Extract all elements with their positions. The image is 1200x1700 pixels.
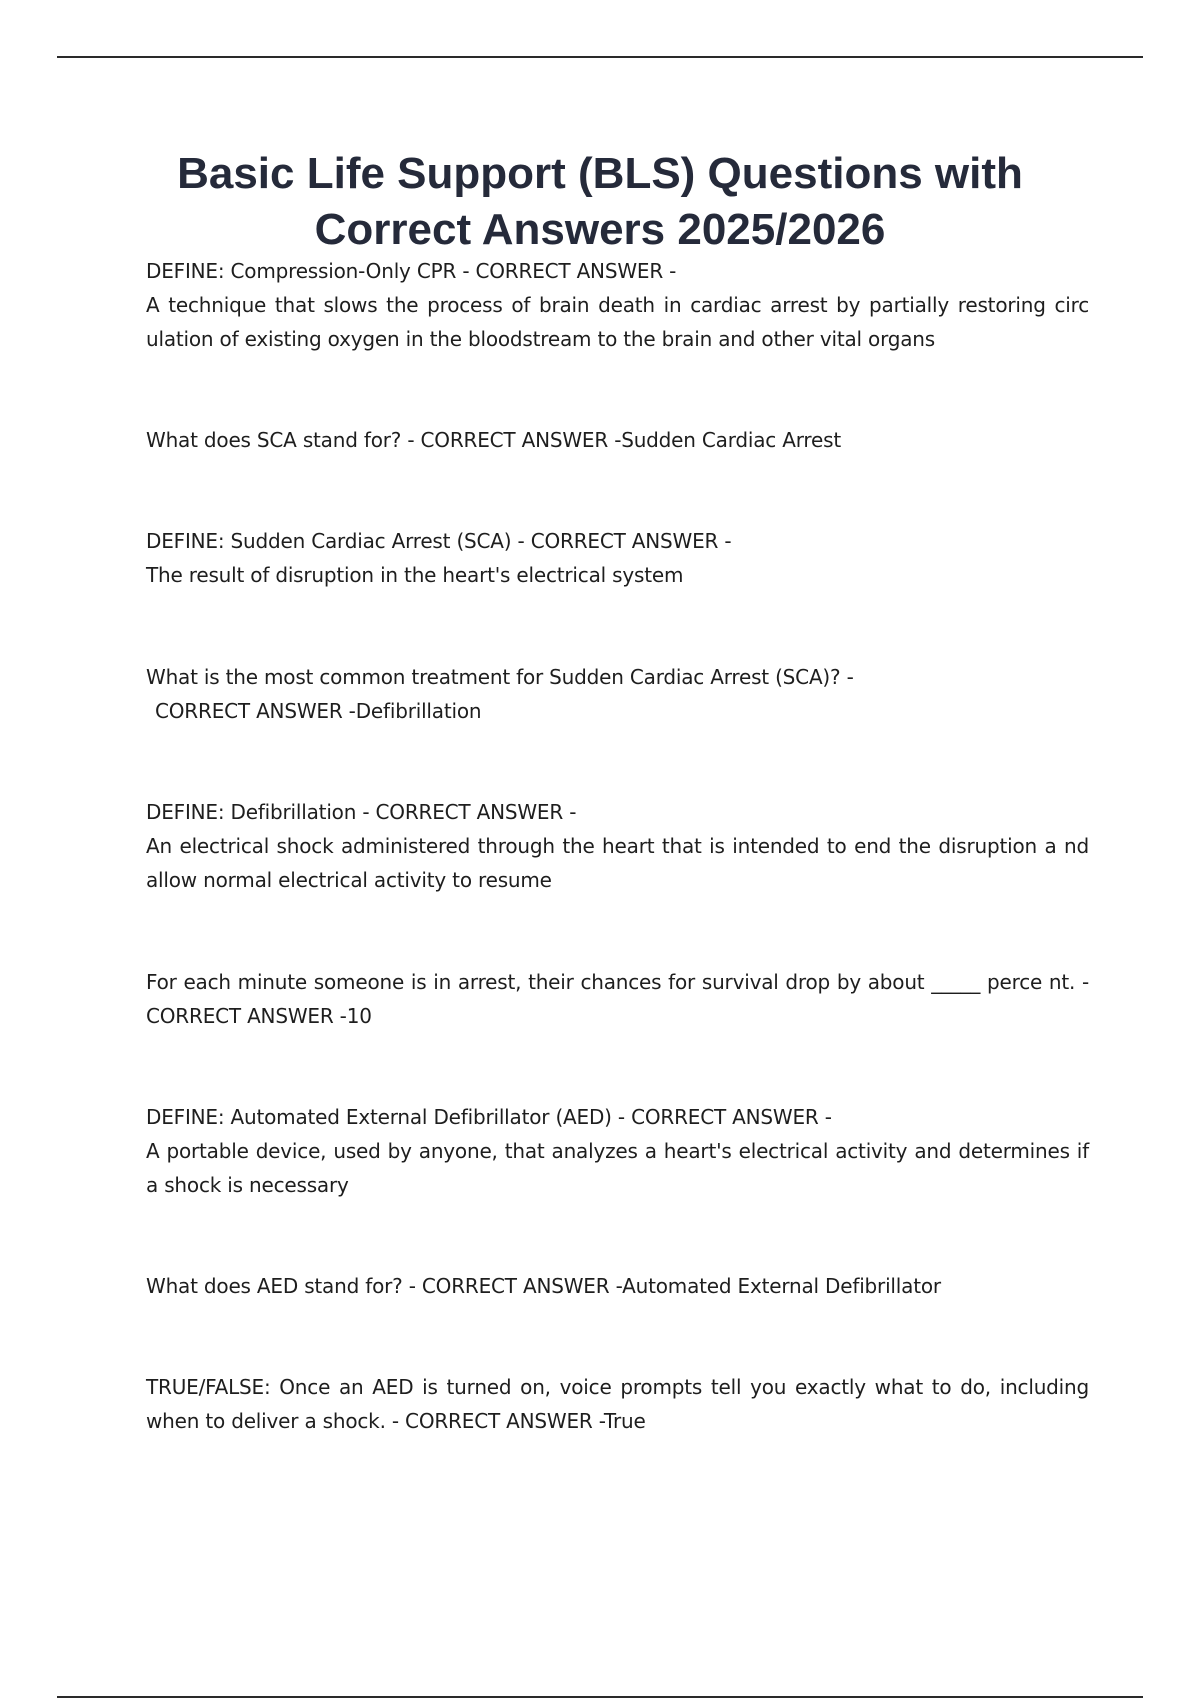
qa-entry-1 — [146, 254, 1089, 356]
question-text: DEFINE: Compression-Only CPR - CORRECT ANSWER - — [146, 259, 677, 283]
question-text: What is the most common treatment for Sudden Cardiac Arrest (SCA)? - — [146, 665, 854, 689]
question-text: What does AED stand for? - CORRECT ANSWER -Automated External Defibrillator — [146, 1274, 941, 1298]
qa-entry-4 — [146, 660, 1089, 728]
question-text: DEFINE: Defibrillation - CORRECT ANSWER - — [146, 800, 577, 824]
qa-entry-7 — [146, 1100, 1089, 1202]
qa-entry-9 — [146, 1370, 1089, 1438]
answer-text: A technique that slows the process of brain death in cardiac arrest by partially restoring circ ulation of existing oxygen in the bloodstream to the brain and other vital organs — [146, 293, 1089, 351]
answer-text: CORRECT ANSWER -Defibrillation — [155, 699, 482, 723]
question-text: TRUE/FALSE: Once an AED is turned on, voice prompts tell you exactly what to do, including when to deliver a shock. - CORRECT ANSWER -True — [146, 1375, 1089, 1433]
qa-entry-6 — [146, 965, 1089, 1033]
qa-entry-5 — [146, 795, 1089, 897]
qa-entry-2 — [146, 423, 1089, 457]
bottom-rule — [57, 1696, 1143, 1698]
answer-text: An electrical shock administered through the heart that is intended to end the disruption a nd allow normal electrical activity to resume — [146, 834, 1089, 892]
document-title: Basic Life Support (BLS) Questions with Correct Answers 2025/2026 — [177, 149, 1023, 254]
answer-text: A portable device, used by anyone, that analyzes a heart's electrical activity and determines if a shock is necessary — [146, 1139, 1089, 1197]
question-text: For each minute someone is in arrest, their chances for survival drop by about _____ perce nt. - CORRECT ANSWER -10 — [146, 970, 1089, 1028]
qa-entry-3 — [146, 524, 1089, 592]
question-text: DEFINE: Sudden Cardiac Arrest (SCA) - CORRECT ANSWER - — [146, 529, 732, 553]
qa-entry-8 — [146, 1269, 1089, 1303]
question-text: What does SCA stand for? - CORRECT ANSWER -Sudden Cardiac Arrest — [146, 428, 841, 452]
question-text: DEFINE: Automated External Defibrillator (AED) - CORRECT ANSWER - — [146, 1105, 832, 1129]
answer-text: The result of disruption in the heart's electrical system — [146, 563, 684, 587]
top-rule — [57, 56, 1143, 58]
